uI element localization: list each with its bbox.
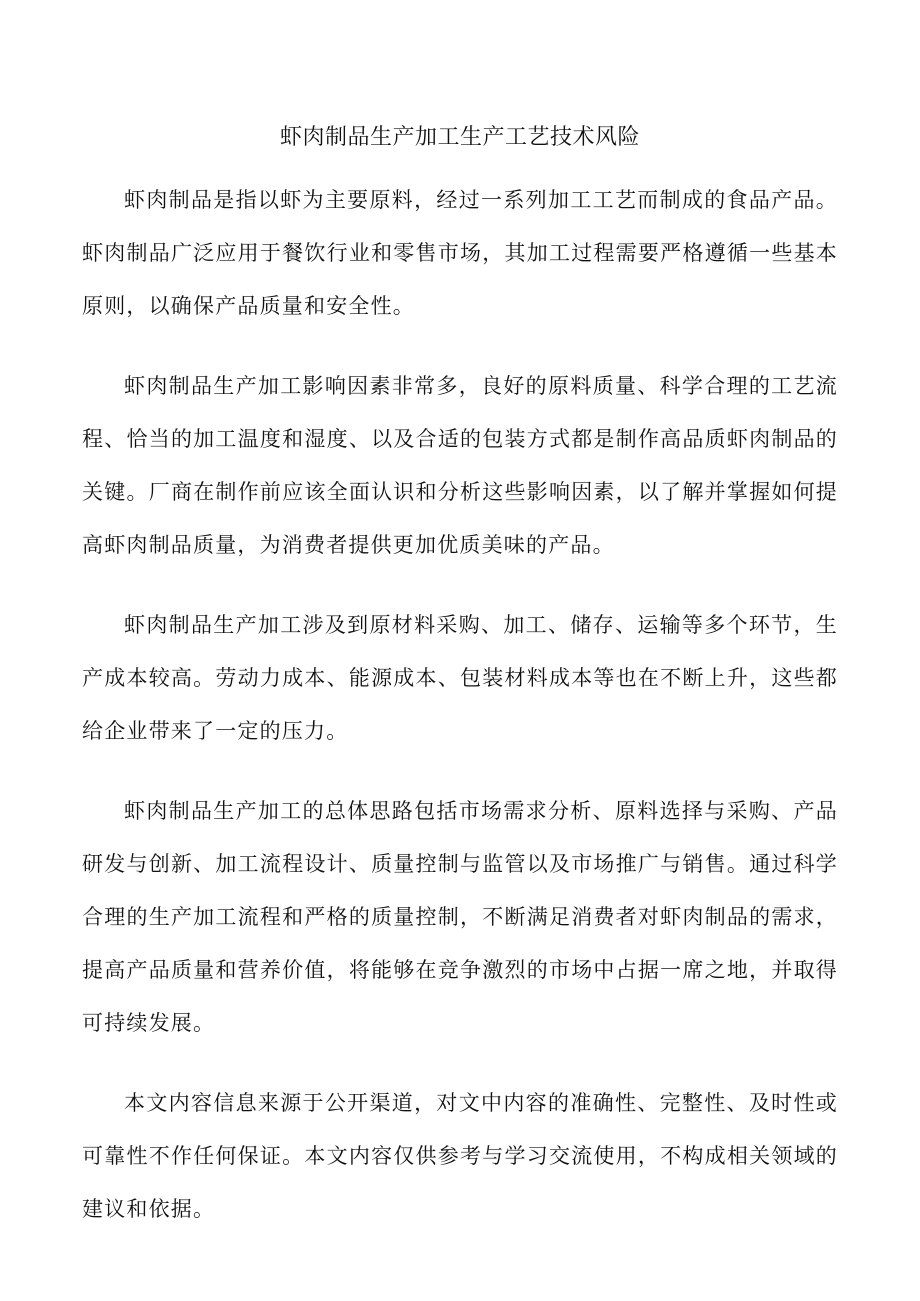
paragraph-costs: 虾肉制品生产加工涉及到原材料采购、加工、储存、运输等多个环节，生产成本较高。劳动力成本、能源成本、包装材料成本等也在不断上升，这些都给企业带来了一定的压力。 (82, 613, 838, 743)
paragraph-intro: 虾肉制品是指以虾为主要原料，经过一系列加工工艺而制成的食品产品。虾肉制品广泛应用于餐饮行业和零售市场，其加工过程需要严格遵循一些基本原则，以确保产品质量和安全性。 (82, 188, 838, 318)
paragraph-factors: 虾肉制品生产加工影响因素非常多，良好的原料质量、科学合理的工艺流程、恰当的加工温度和湿度、以及合适的包装方式都是制作高品质虾肉制品的关键。厂商在制作前应该全面认识和分析这些影响因素，以了解并掌握如何提高虾肉制品质量，为消费者提供更加优质美味的产品。 (82, 374, 838, 557)
document-body (82, 174, 838, 1236)
paragraph-approach: 虾肉制品生产加工的总体思路包括市场需求分析、原料选择与采购、产品研发与创新、加工流程设计、质量控制与监管以及市场推广与销售。通过科学合理的生产加工流程和严格的质量控制，不断满足消费者对虾肉制品的需求，提高产品质量和营养价值，将能够在竞争激烈的市场中占据一席之地，并取得可持续发展。 (82, 799, 838, 1035)
paragraph-disclaimer: 本文内容信息来源于公开渠道，对文中内容的准确性、完整性、及时性或可靠性不作任何保证。本文内容仅供参考与学习交流使用，不构成相关领域的建议和依据。 (82, 1091, 838, 1221)
document-title: 虾肉制品生产加工生产工艺技术风险 (279, 125, 640, 150)
